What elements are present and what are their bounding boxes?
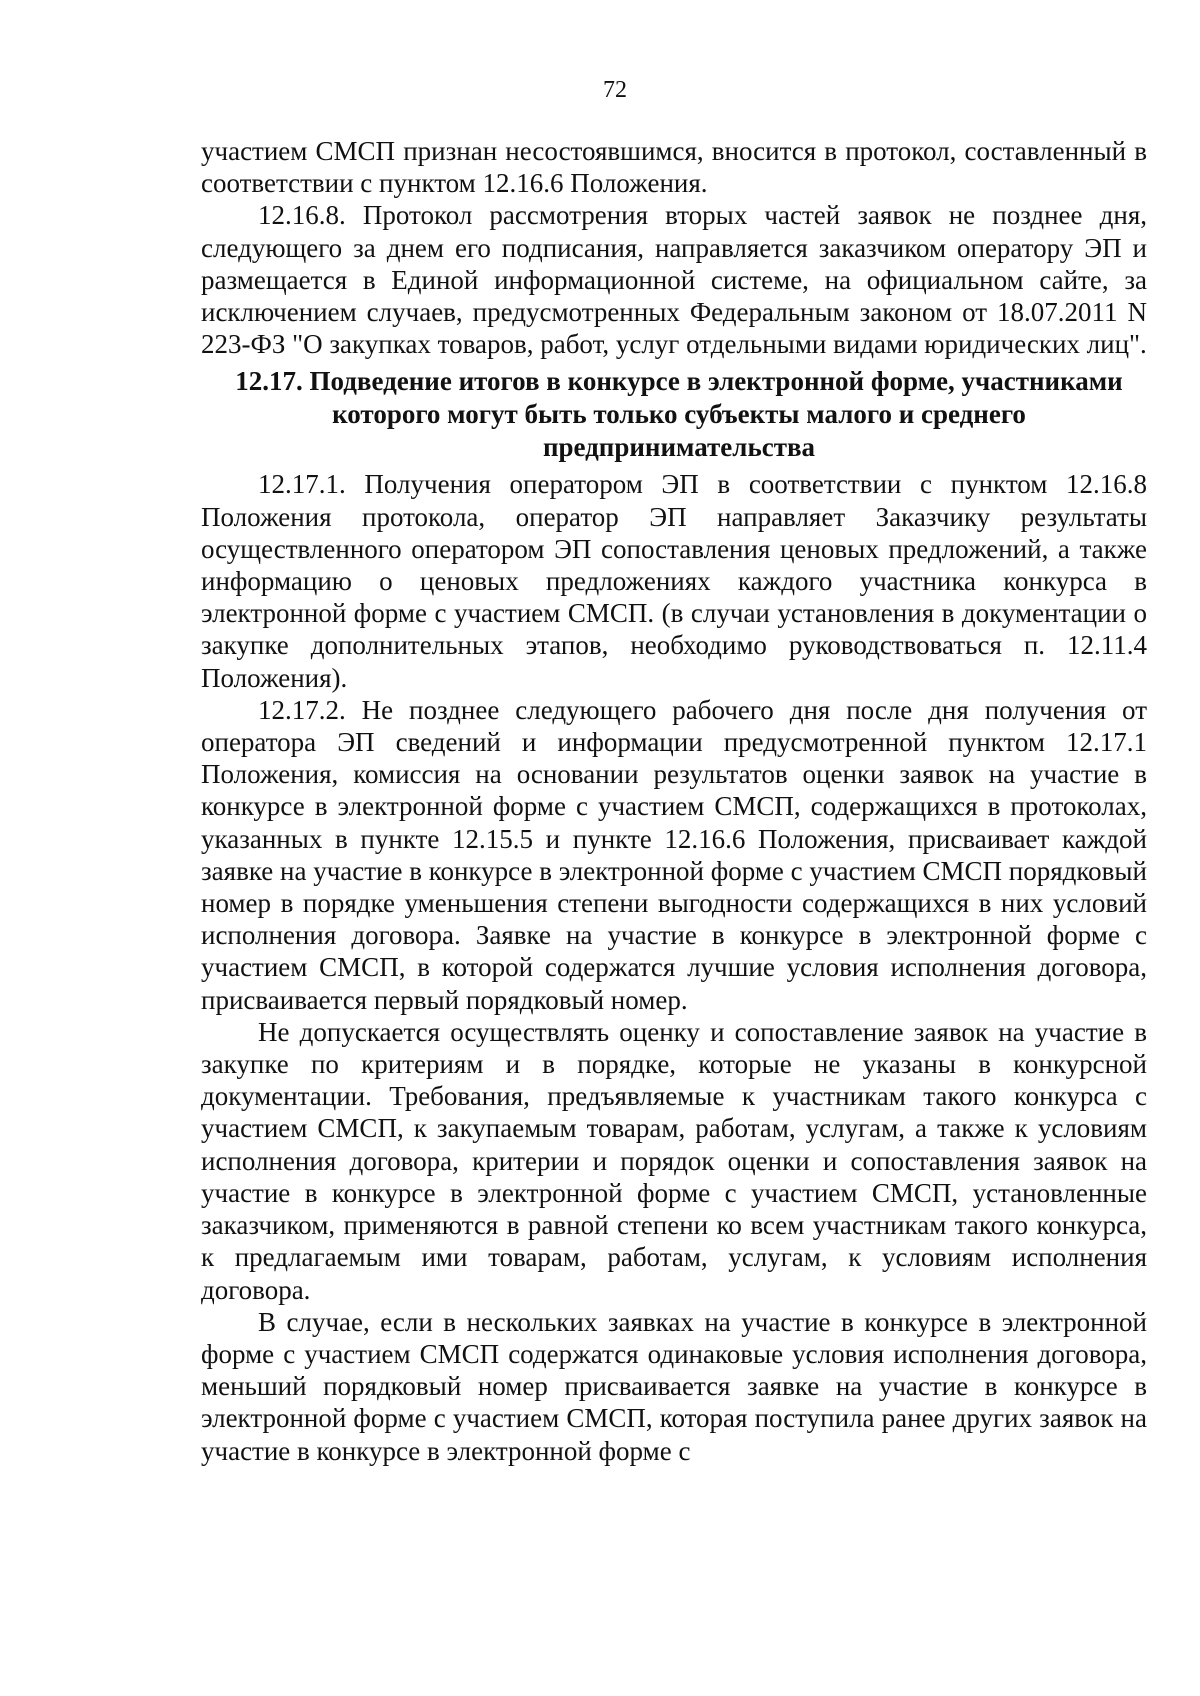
paragraph-12-17-2: 12.17.2. Не позднее следующего рабочего дня после дня получения от оператора ЭП сведений и информации предусмотренной пунктом 12.17.1 Положения, комиссия на основании результатов оценки заявок на участие в конкурсе в электронной форме с участием СМСП, содержащихся в протоколах, указанных в пункте 12.15.5 и пункте 12.16.6 Положения, присваивает каждой заявке на участие в конкурсе в электронной форме с участием СМСП порядковый номер в порядке уменьшения степени выгодности содержащихся в них условий исполнения договора. Заявке на участие в конкурсе в электронной форме с участием СМСП, в которой содержатся лучшие условия исполнения договора, присваивается первый порядковый номер. [201,694,1147,1015]
document-body [201,135,1147,1467]
paragraph-evaluation-rules: Не допускается осуществлять оценку и сопоставление заявок на участие в закупке по критериям и в порядке, которые не указаны в конкурсной документации. Требования, предъявляемые к участникам такого конкурса с участием СМСП, к закупаемым товарам, работам, услугам, а также к условиям исполнения договора, критерии и порядок оценки и сопоставления заявок на участие в конкурсе в электронной форме с участием СМСП, установленные заказчиком, применяются в равной степени ко всем участникам такого конкурса, к предлагаемым ими товарам, работам, услугам, к условиям исполнения договора. [201,1016,1147,1305]
section-heading-12-17 [201,365,1147,464]
section-heading-line: которого могут быть только субъекты малого и среднего [332,399,1026,430]
paragraph-equal-conditions: В случае, если в нескольких заявках на участие в конкурсе в электронной форме с участием СМСП содержатся одинаковые условия исполнения договора, меньший порядковый номер присваивается заявке на участие в конкурсе в электронной форме с участием СМСП, которая поступила ранее других заявок на участие в конкурсе в электронной форме с [201,1306,1147,1466]
page-number: 72 [603,77,627,103]
section-heading-line: предпринимательства [542,432,816,463]
paragraph-12-17-1: 12.17.1. Получения оператором ЭП в соответствии с пунктом 12.16.8 Положения протокола, оператор ЭП направляет Заказчику результаты осуществленного оператором ЭП сопоставления ценовых предложений, а также информацию о ценовых предложениях каждого участника конкурса в электронной форме с участием СМСП. (в случаи установления в документации о закупке дополнительных этапов, необходимо руководствоваться п. 12.11.4 Положения). [201,469,1147,693]
paragraph-continuation: участием СМСП признан несостоявшимся, вносится в протокол, составленный в соответствии с пунктом 12.16.6 Положения. [201,136,1147,199]
paragraph-12-16-8: 12.16.8. Протокол рассмотрения вторых частей заявок не позднее дня, следующего за днем его подписания, направляется заказчиком оператору ЭП и размещается в Единой информационной системе, на официальном сайте, за исключением случаев, предусмотренных Федеральным законом от 18.07.2011 N 223-ФЗ "О закупках товаров, работ, услуг отдельными видами юридических лиц". [201,200,1147,360]
section-heading-line: 12.17. Подведение итогов в конкурсе в электронной форме, участниками [235,366,1123,397]
